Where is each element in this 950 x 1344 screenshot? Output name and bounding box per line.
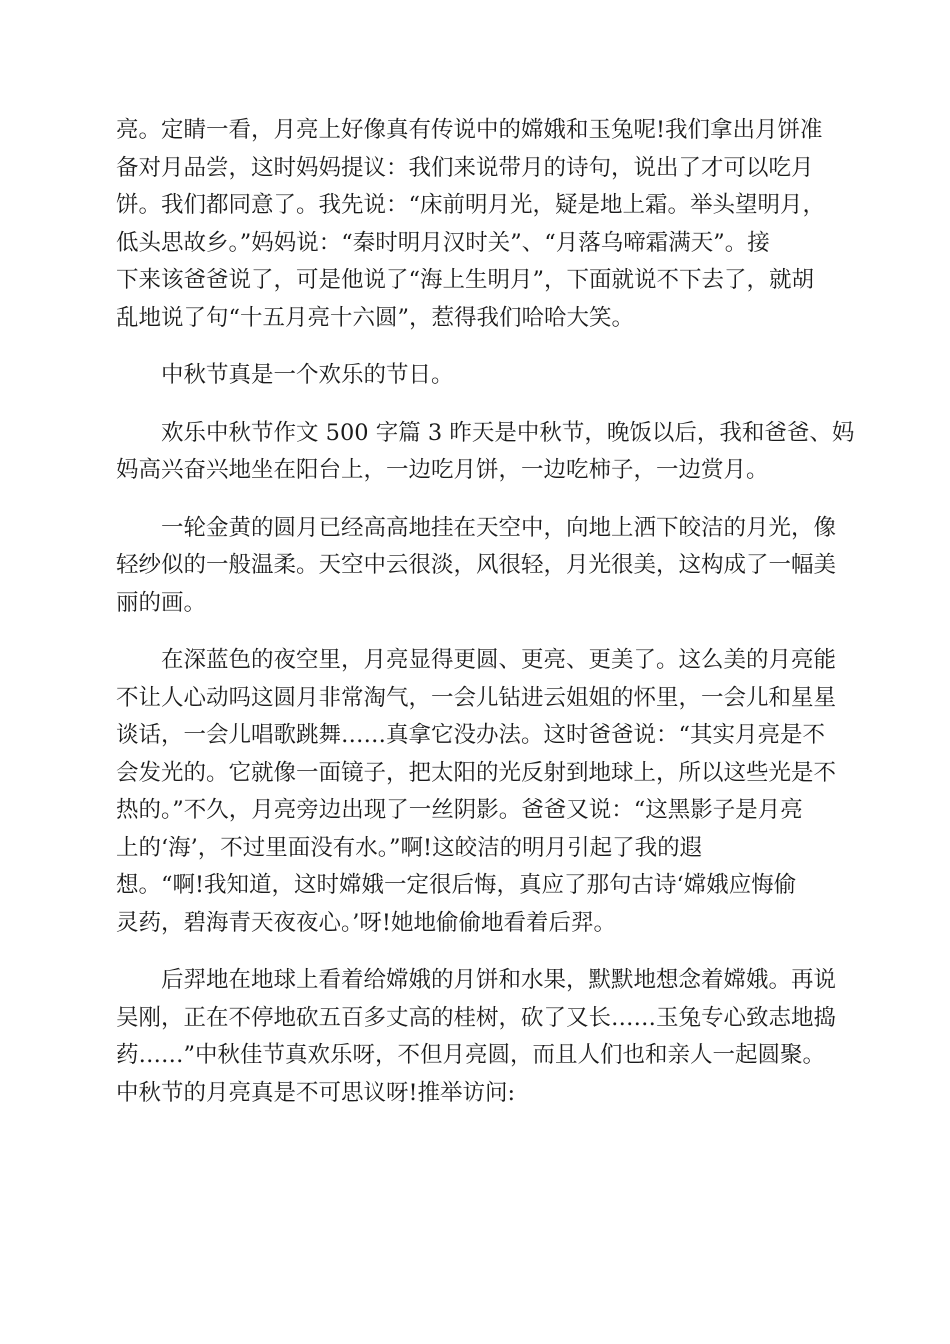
text-line: 在深蓝色的夜空里，月亮显得更圆、更亮、更美了。这么美的月亮能 <box>161 647 837 673</box>
text-line: 吴刚，正在不停地砍五百多丈高的桂树，砍了又长……玉兔专心致志地捣 <box>116 1004 837 1031</box>
paragraph-houyi-wugang <box>116 962 836 1112</box>
text-line: 低头思故乡。”妈妈说：“秦时明月汉时关”、“月落乌啼霜满天”。接 <box>116 229 770 256</box>
document-body <box>116 112 855 1132</box>
text-line: 饼。我们都同意了。我先说：“床前明月光，疑是地上霜。举头望明月， <box>116 192 826 218</box>
paragraph-moon-poems <box>116 112 836 337</box>
text-line: 上的‘海’，不过里面没有水。”啊!这皎洁的明月引起了我的遐 <box>116 834 703 861</box>
text-line: 灵药，碧海青天夜夜心。’呀!她地偷偷地看着后羿。 <box>116 909 616 936</box>
paragraph-golden-moon <box>116 510 836 623</box>
text-line: 药……”中秋佳节真欢乐呀，不但月亮圆，而且人们也和亲人一起圆聚。 <box>116 1042 826 1068</box>
text-line: 后羿地在地球上看着给嫦娥的月饼和水果，默默地想念着嫦娥。再说 <box>161 967 837 993</box>
text-line: 不让人心动吗这圆月非常淘气，一会儿钻进云姐姐的怀里，一会儿和星星 <box>116 684 837 711</box>
paragraph-night-sky <box>116 642 836 942</box>
text-line: 轻纱似的一般温柔。天空中云很淡，风很轻，月光很美，这构成了一幅美 <box>116 552 837 578</box>
text-line: 乱地说了句“十五月亮十六圆”，惹得我们哈哈大笑。 <box>116 304 635 331</box>
text-line: 中秋节真是一个欢乐的节日。 <box>161 362 454 388</box>
text-line: 下来该爸爸说了，可是他说了“海上生明月”，下面就说不下去了，就胡 <box>116 267 815 293</box>
text-line: 丽的画。 <box>116 589 207 616</box>
text-line: 妈高兴奋兴地坐在阳台上，一边吃月饼，一边吃柿子，一边赏月。 <box>116 457 769 483</box>
text-line: 谈话，一会儿唱歌跳舞……真拿它没办法。这时爸爸说：“其实月亮是不 <box>116 722 826 748</box>
text-line: 中秋节的月亮真是不可思议呀!推举访问: <box>116 1079 516 1106</box>
text-line: 一轮金黄的圆月已经高高地挂在天空中，向地上洒下皎洁的月光，像 <box>161 514 837 541</box>
paragraph-happy-festival <box>116 357 836 395</box>
text-line: 想。“啊!我知道，这时嫦娥一定很后悔，真应了那句古诗‘嫦娥应悔偷 <box>116 872 797 898</box>
text-line: 会发光的。它就像一面镜子，把太阳的光反射到地球上，所以这些光是不 <box>116 759 837 786</box>
text-line: 热的。”不久，月亮旁边出现了一丝阴影。爸爸又说：“这黑影子是月亮 <box>116 797 803 823</box>
text-line: 欢乐中秋节作文 500 字篇 3 昨天是中秋节，晚饭以后，我和爸爸、妈 <box>161 419 855 446</box>
text-line: 备对月品尝，这时妈妈提议：我们来说带月的诗句，说出了才可以吃月 <box>116 154 814 181</box>
paragraph-essay-3-intro <box>116 415 855 490</box>
text-line: 亮。定睛一看，月亮上好像真有传说中的嫦娥和玉兔呢!我们拿出月饼准 <box>116 117 823 143</box>
